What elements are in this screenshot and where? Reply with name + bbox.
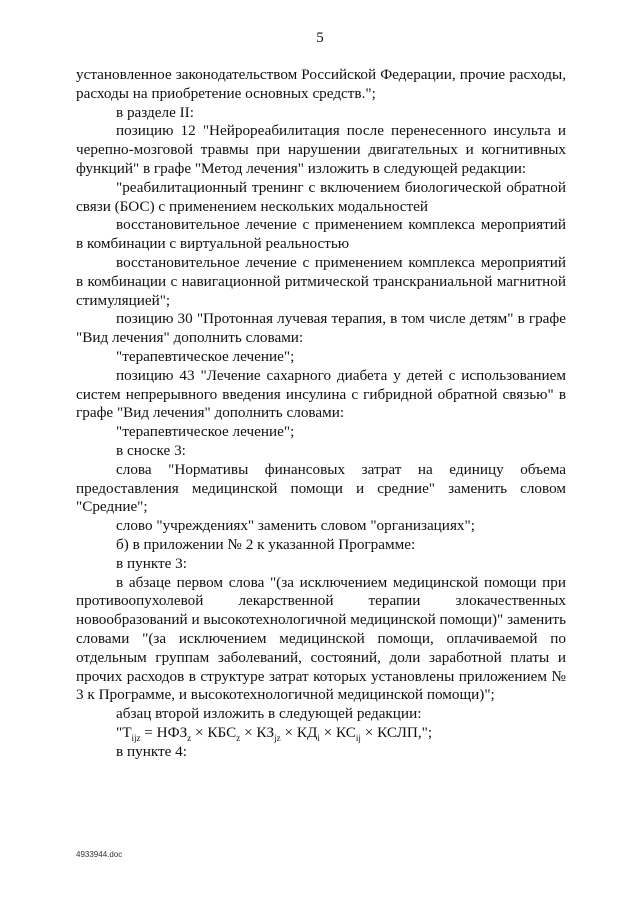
document-code: 4933944.doc: [76, 850, 123, 859]
page-number: 5: [316, 30, 324, 46]
document-body: [76, 66, 566, 761]
paragraph: абзац второй изложить в следующей редакции:: [116, 705, 422, 723]
paragraph: в сноске 3:: [116, 441, 186, 459]
paragraph: слово "учреждениях" заменить словом "организациях";: [116, 517, 475, 535]
formula-part: × КЗ: [240, 723, 275, 741]
paragraph: "терапевтическое лечение";: [116, 423, 295, 441]
paragraph: в пункте 3:: [116, 554, 187, 572]
paragraph: "терапевтическое лечение";: [116, 347, 295, 365]
formula-part: × КБС: [191, 723, 237, 741]
paragraph: восстановительное лечение с применением комплекса мероприятий в комбинации с виртуальной реальностью: [76, 216, 566, 253]
paragraph: позицию 30 "Протонная лучевая терапия, в том числе детям" в графе "Вид лечения" дополнить словами:: [76, 310, 566, 347]
formula-subscript: ijz: [131, 732, 141, 743]
paragraph: в абзаце первом слова "(за исключением медицинской помощи при противоопухолевой лекарственной терапии злокачественных новообразований и высокотехнологичной медицинской помощи)" заменить словами "(за исключением медицинской помощи, оплачиваемой по отдельным группам заболеваний, состояний, доли заработной платы и прочих расходов в структуре затрат которых установлены приложением № 3 к Программе, и высокотехнологичной медицинской помощи)";: [76, 573, 566, 704]
formula-subscript: z: [187, 732, 192, 743]
paragraph: позицию 12 "Нейрореабилитация после перенесенного инсульта и черепно-мозговой травмы при нарушении двигательных и когнитивных функций" в графе "Метод лечения" изложить в следующей редакции:: [76, 122, 566, 177]
formula-subscript: jz: [274, 732, 281, 743]
paragraph: б) в приложении № 2 к указанной Программе:: [116, 535, 416, 553]
paragraph: в пункте 4:: [116, 742, 187, 760]
formula-subscript: ij: [355, 732, 361, 743]
paragraph: в разделе II:: [116, 103, 194, 121]
paragraph: установленное законодательством Российской Федерации, прочие расходы, расходы на приобретение основных средств.";: [76, 66, 566, 102]
paragraph: восстановительное лечение с применением комплекса мероприятий в комбинации с навигационной ритмической транскраниальной магнитной стимуляцией";: [76, 253, 566, 309]
formula-part: × КД: [280, 723, 318, 741]
formula-part: "Т: [116, 723, 132, 741]
formula-subscript: i: [317, 732, 320, 743]
formula-part: × КСЛП,";: [360, 723, 433, 741]
paragraph: позицию 43 "Лечение сахарного диабета у детей с использованием систем непрерывного введения инсулина с гибридной обратной связью" в графе "Вид лечения" дополнить словами:: [76, 366, 566, 422]
paragraph: "реабилитационный тренинг с включением биологической обратной связи (БОС) с применением нескольких модальностей: [76, 178, 566, 215]
formula-part: = НФЗ: [140, 723, 188, 741]
formula-part: × КС: [319, 723, 356, 741]
formula: [76, 724, 566, 743]
formula-subscript: z: [236, 732, 241, 743]
paragraph: слова "Нормативы финансовых затрат на единицу объема предоставления медицинской помощи и средние" заменить словом "Средние";: [76, 460, 566, 516]
